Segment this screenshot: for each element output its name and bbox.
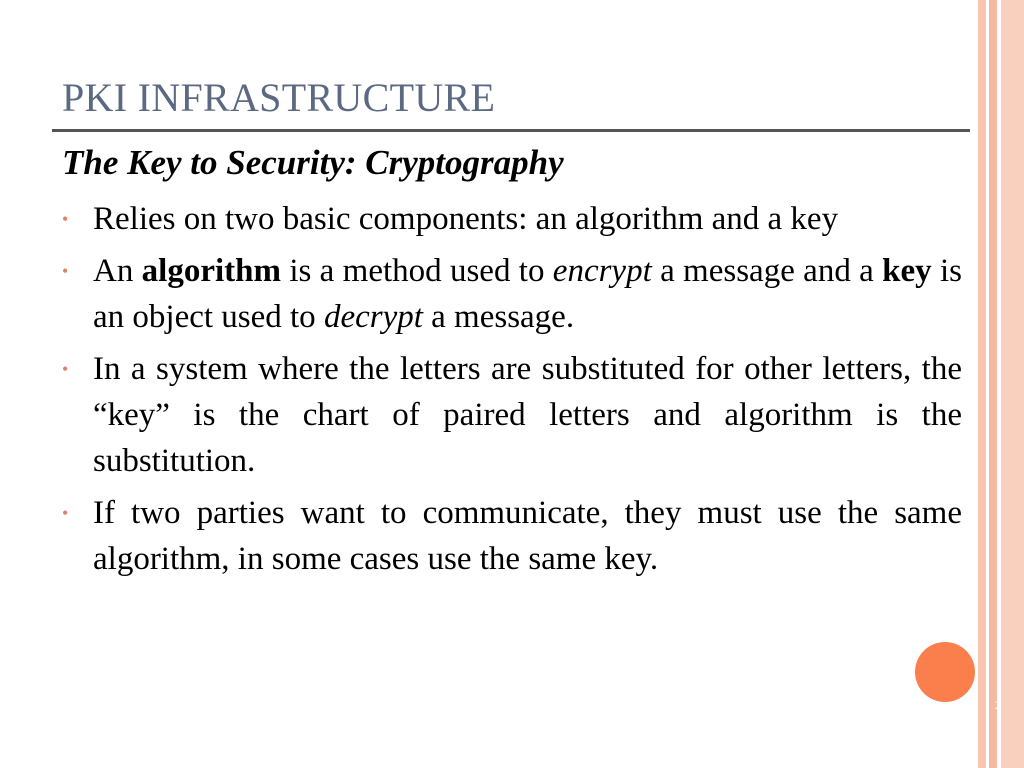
emphasis-encrypt: encrypt [552, 253, 652, 289]
bullet-icon: • [62, 261, 69, 281]
decorative-circle [915, 642, 975, 702]
bullet-item [62, 196, 962, 242]
title-divider [52, 129, 970, 132]
bullet-item [62, 490, 962, 582]
slide-title: PKI INFRASTRUCTURE [62, 75, 496, 120]
bullet-text-part: a message and a [651, 253, 883, 289]
bullet-text-part: An [93, 253, 142, 289]
bullet-text: Relies on two basic components: an algorithm and a key [93, 201, 839, 237]
page-number: 2 [995, 698, 1001, 712]
term-key: key [882, 253, 932, 289]
bullet-icon: • [62, 359, 69, 379]
bullet-text: If two parties want to communicate, they must use the same algorithm, in some cases use the same key. [93, 495, 962, 577]
bullet-item [62, 346, 962, 484]
border-stripe [978, 0, 986, 768]
bullet-text-part: a message. [422, 299, 575, 335]
bullet-text-part: is an object used to [93, 253, 962, 335]
bullet-icon: • [62, 503, 69, 523]
bullet-text: In a system where the letters are substituted for other letters, the “key” is the chart of paired letters and algorithm is the substitution. [93, 351, 962, 479]
border-stripe [989, 0, 997, 768]
emphasis-decrypt: decrypt [323, 299, 423, 335]
border-stripe [1001, 0, 1024, 768]
bullet-text-part: is a method used to [281, 253, 553, 289]
bullet-list [62, 196, 962, 588]
bullet-icon: • [62, 209, 69, 229]
term-algorithm: algorithm [141, 253, 281, 289]
slide-subtitle: The Key to Security: Cryptography [62, 143, 564, 182]
bullet-item [62, 248, 962, 340]
